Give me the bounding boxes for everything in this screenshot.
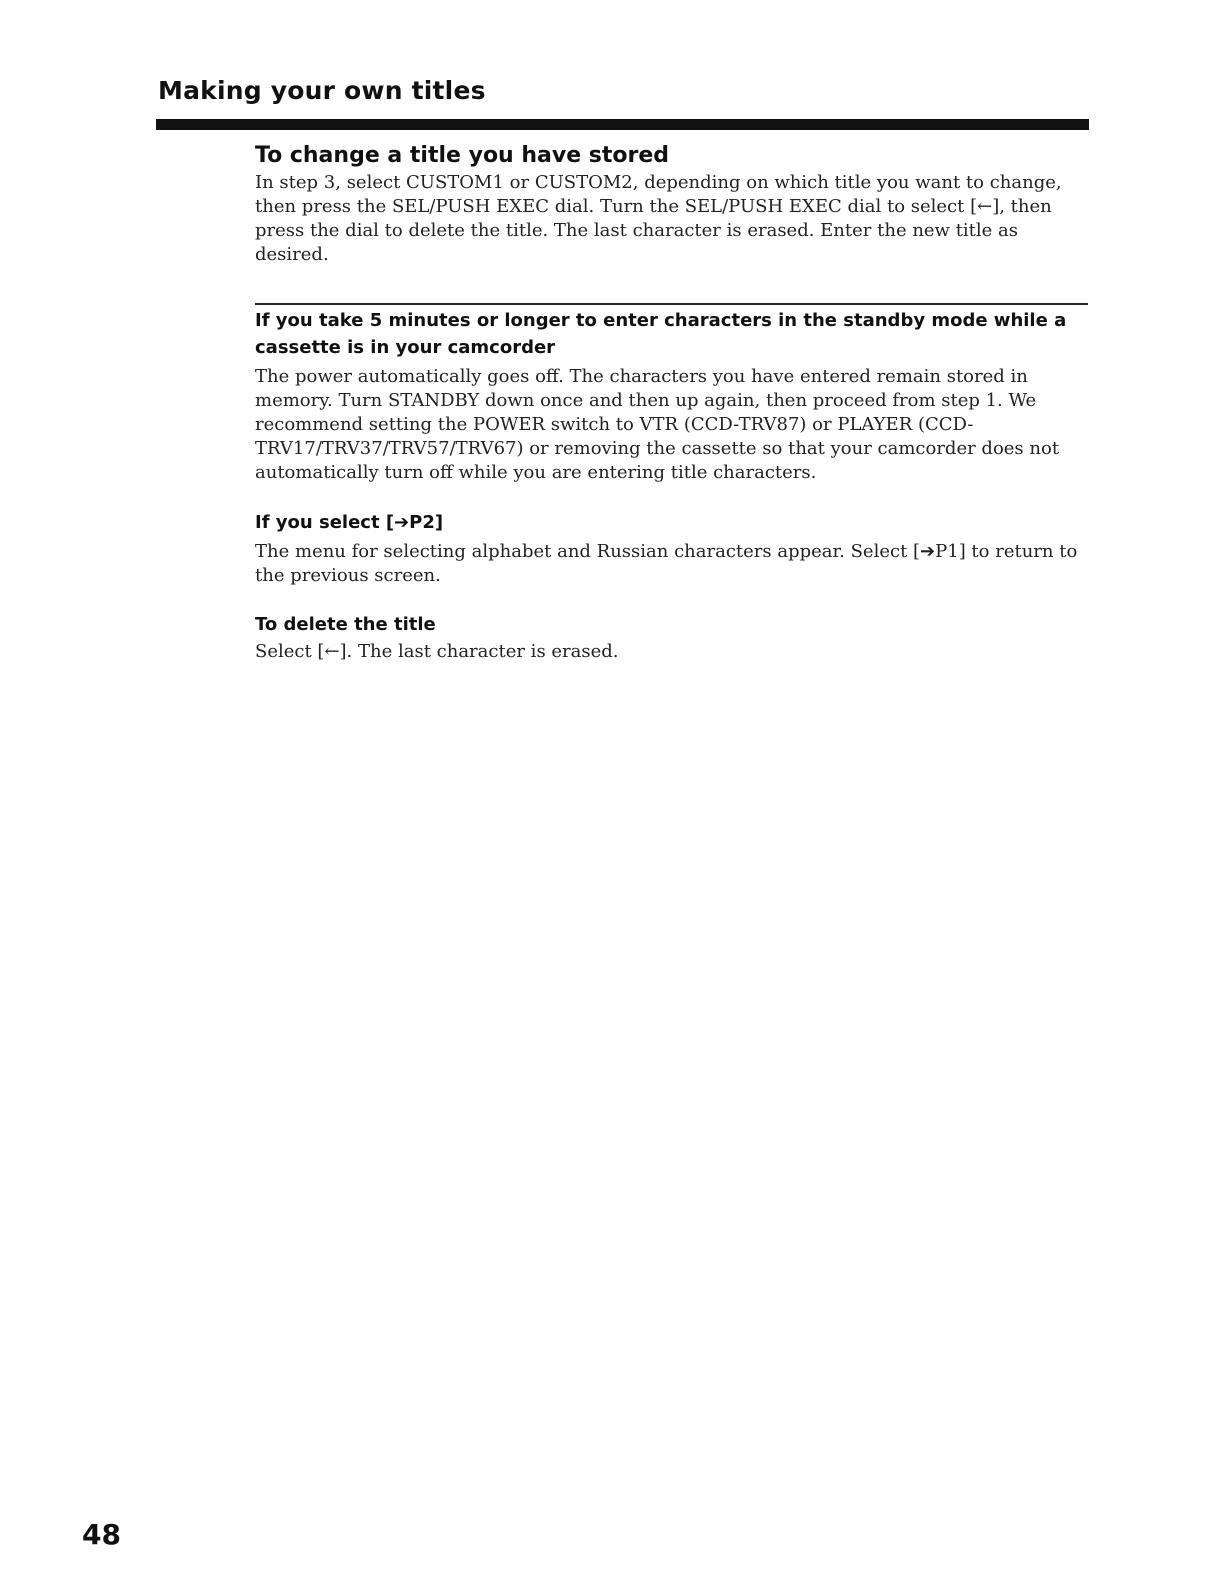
- change-title-section: [255, 143, 1085, 267]
- change-title-heading: To change a title you have stored: [255, 143, 670, 168]
- chapter-title: Making your own titles: [158, 76, 486, 105]
- note-standby-heading: If you take 5 minutes or longer to enter characters in the standby mode while a cassette is in your camcorder: [255, 310, 1067, 358]
- page-number: 48: [82, 1518, 121, 1551]
- note-p2-heading: If you select [➔P2]: [255, 512, 444, 533]
- title-rule: [156, 119, 1089, 130]
- note-select-p2: [255, 509, 1085, 588]
- note-standby-timeout: [255, 307, 1085, 485]
- note-p2-body: The menu for selecting alphabet and Russian characters appear. Select [➔P1] to return to the previous screen.: [255, 541, 1078, 586]
- note-delete-body: Select [←]. The last character is erased.: [255, 641, 619, 662]
- change-title-body: In step 3, select CUSTOM1 or CUSTOM2, depending on which title you want to change, then press the SEL/PUSH EXEC dial. Turn the SEL/PUSH EXEC dial to select [←], then press the dial to delete the title. The last character is erased. Enter the new title as desired.: [255, 172, 1062, 265]
- note-standby-body: The power automatically goes off. The characters you have entered remain stored in memory. Turn STANDBY down once and then up again, then proceed from step 1. We recommend setting the POWER switch to VTR (CCD-TRV87) or PLAYER (CCD-TRV17/TRV37/TRV57/TRV67) or removing the cassette so that your camcorder does not automatically turn off while you are entering title characters.: [255, 366, 1060, 483]
- notes-divider: [255, 303, 1088, 305]
- note-delete-title: [255, 611, 1085, 664]
- note-delete-heading: To delete the title: [255, 614, 436, 635]
